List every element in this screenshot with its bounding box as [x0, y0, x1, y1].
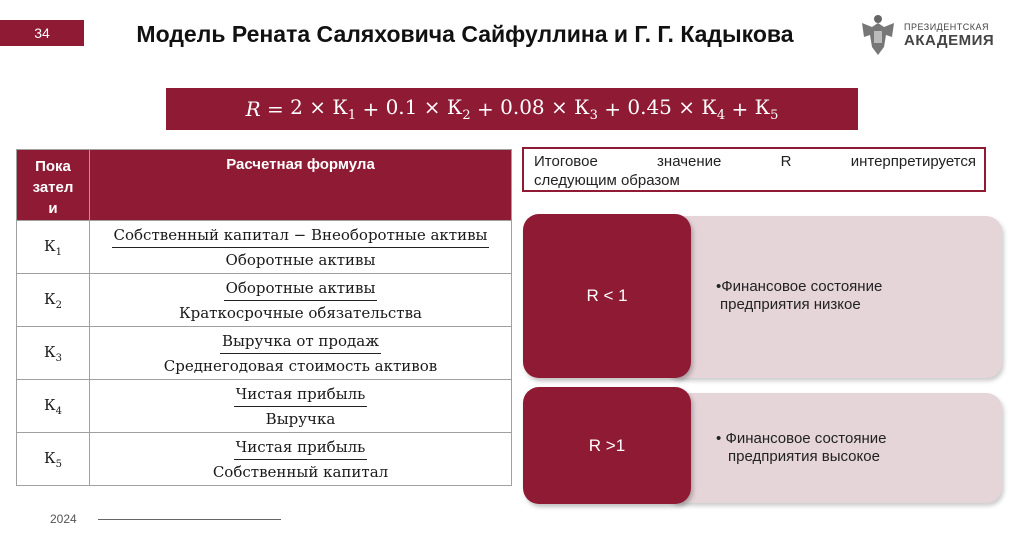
denominator: Оборотные активы: [225, 250, 376, 269]
page-number: 34: [0, 20, 84, 46]
formula-term: $К_5$: [754, 95, 779, 123]
eagle-emblem-icon: [858, 11, 898, 59]
numerator: Чистая прибыль: [234, 437, 368, 460]
ratio-formula: [90, 221, 512, 274]
numerator: Выручка от продаж: [220, 331, 381, 354]
condition-r-less-1: R < 1: [523, 214, 691, 378]
desc-line: предприятия высокое: [728, 448, 880, 465]
formula-op: +: [362, 97, 380, 121]
bullet: •: [716, 278, 722, 295]
logo-text-bottom: АКАДЕМИЯ: [904, 31, 995, 49]
formula-term: $0.08 \times К_3$: [500, 95, 598, 123]
table-row: [17, 274, 512, 327]
formula-banner: [166, 88, 858, 130]
ratio-name: $К_4$: [17, 380, 90, 433]
ratio-name: $К_5$: [17, 433, 90, 486]
numerator: Оборотные активы: [224, 278, 378, 301]
ratio-formula: [90, 380, 512, 433]
formula-op: +: [731, 97, 749, 121]
ratios-table: [16, 149, 512, 486]
denominator: Среднегодовая стоимость активов: [163, 356, 438, 375]
footer-year: 2024: [50, 512, 77, 526]
ratio-name: $К_3$: [17, 327, 90, 380]
desc-line: Финансовое состояние: [725, 430, 887, 447]
slide-title: Модель Рената Саляховича Сайфуллина и Г. Г. Кадыкова: [136, 21, 794, 47]
formula-eq: =: [267, 97, 284, 121]
interpretation-line2: следующим образом: [534, 172, 680, 189]
denominator: Краткосрочные обязательства: [179, 303, 422, 322]
table-row: [17, 433, 512, 486]
footer-divider: [98, 519, 281, 520]
ratio-formula: [90, 274, 512, 327]
table-header-row: [17, 150, 512, 221]
denominator: Выручка: [265, 409, 336, 428]
formula-lhs: R: [245, 97, 261, 121]
condition-r-greater-1: R >1: [523, 387, 691, 504]
desc-line: Финансовое состояние: [721, 278, 883, 295]
academy-logo: [858, 10, 998, 60]
logo-text-top: ПРЕЗИДЕНТСКАЯ: [904, 21, 990, 32]
formula-term: $0.1 \times К_2$: [385, 95, 471, 123]
high-result-description: [664, 393, 1002, 503]
formula-term: $2 \times К_1$: [290, 95, 357, 123]
ratio-name: $К_2$: [17, 274, 90, 327]
ratio-formula: [90, 433, 512, 486]
formula-term: $0.45 \times К_4$: [627, 95, 726, 123]
formula-op: +: [476, 97, 494, 121]
interpretation-line1: Итоговое значение R интерпретируется: [534, 153, 976, 170]
ratio-name: $К_1$: [17, 221, 90, 274]
interpretation-note: [522, 147, 986, 192]
bullet: •: [716, 430, 722, 447]
desc-line: предприятия низкое: [720, 296, 861, 313]
numerator: Чистая прибыль: [234, 384, 368, 407]
table-row: [17, 380, 512, 433]
header-formula: Расчетная формула: [90, 150, 512, 221]
table-row: [17, 327, 512, 380]
denominator: Собственный капитал: [212, 462, 389, 481]
ratio-formula: [90, 327, 512, 380]
low-result-description: [664, 216, 1002, 378]
header-indicators: Пока зател и: [17, 150, 90, 221]
numerator: Собственный капитал − Внеоборотные активы: [112, 225, 490, 248]
table-row: [17, 221, 512, 274]
formula-op: +: [604, 97, 622, 121]
